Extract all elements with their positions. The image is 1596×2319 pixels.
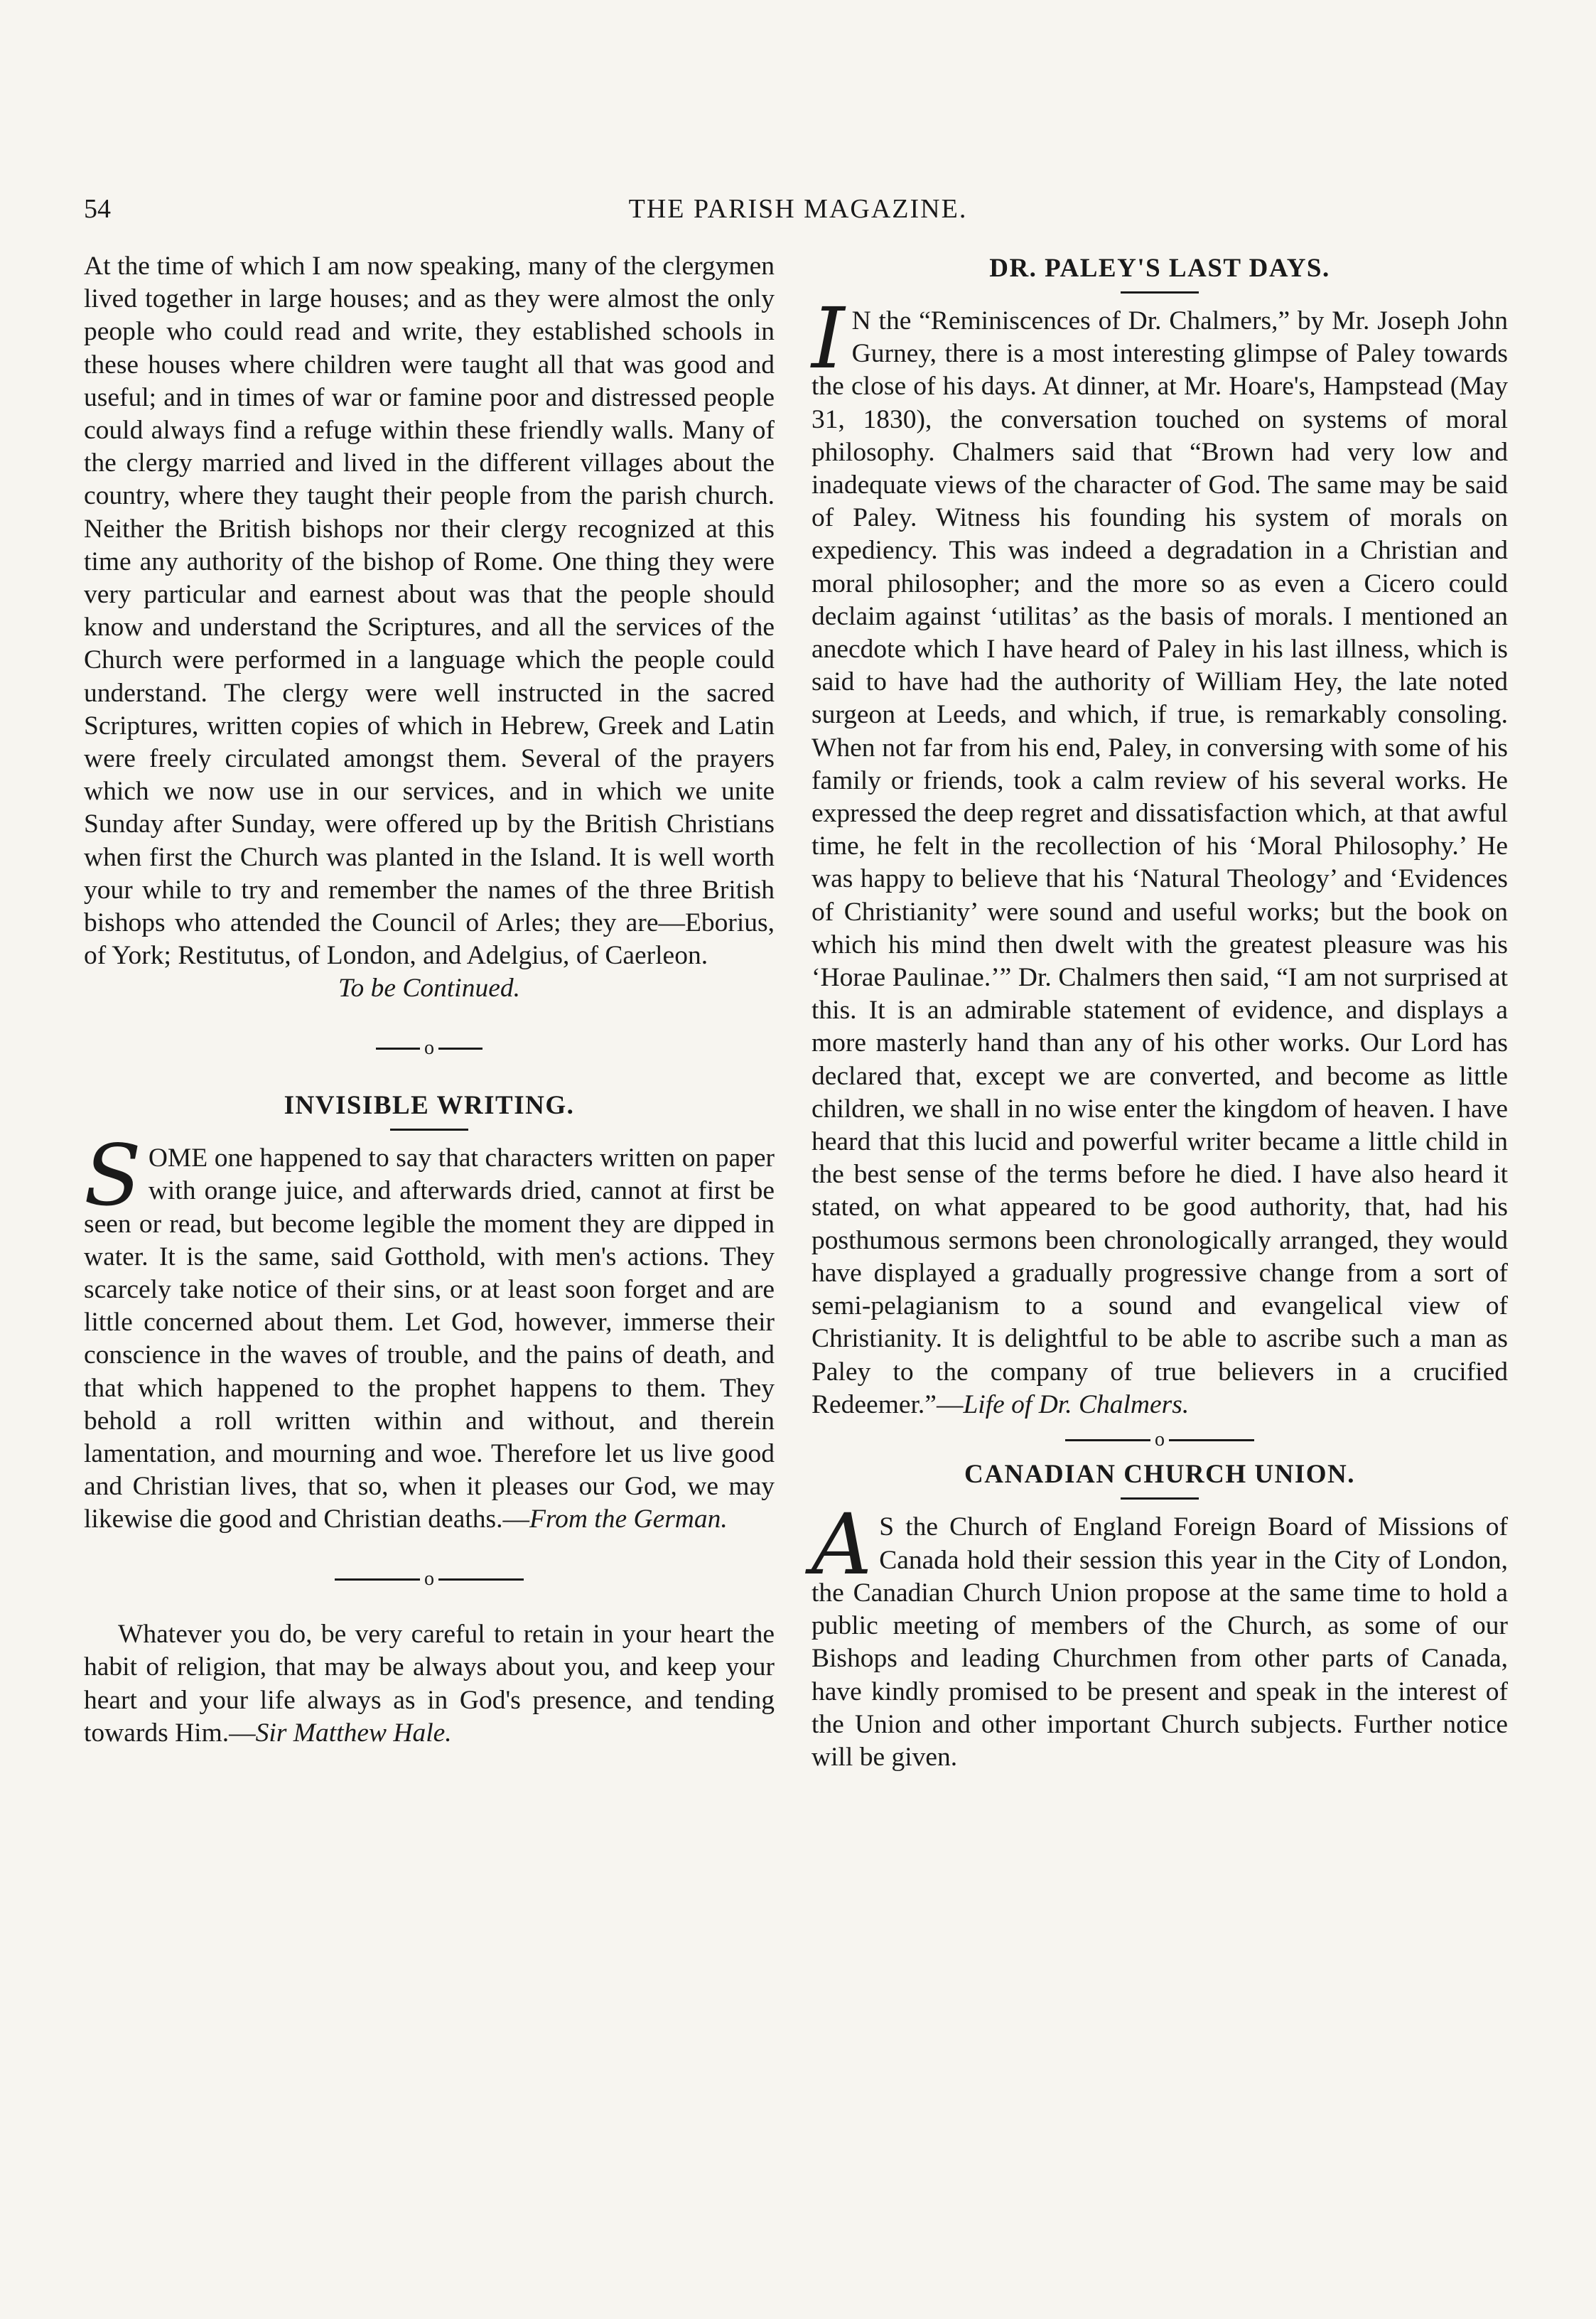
left-column xyxy=(84,250,775,1750)
canadian-text: S the Church of England Foreign Board of Missions of Canada hold their session this year in the City of London, the Canadian Church Union propose at the same time to hold a public meeting of members of the Church, as some of our Bishops and leading Churchmen from other parts of Canada, have kindly promised to be present and speak in the interest of the Union and other important Church subjects. Further notice will be given. xyxy=(812,1512,1508,1772)
section-divider: o xyxy=(84,1568,775,1591)
invisible-writing-title: INVISIBLE WRITING. xyxy=(284,1091,575,1121)
hale-quote-text: Whatever you do, be very careful to retain in your heart the habit of religion, that may be always about you, and keep your heart and your life always as in God's presence, and tending towards Him.— xyxy=(84,1620,775,1748)
paley-body xyxy=(812,289,1508,1421)
to-be-continued: To be Continued. xyxy=(338,974,520,1004)
dropcap: A xyxy=(812,1495,873,1594)
section-divider: o xyxy=(84,1037,775,1060)
page-number: 54 xyxy=(84,194,111,224)
invisible-writing-text: OME one happened to say that characters written on paper with orange juice, and afterwards dried, cannot at first be seen or read, but become legible the moment they are dipped in water. It is the same, said Gotthold, with men's actions. They scarcely take notice of their sins, or at least soon forget and are little concerned about them. Let God, however, immerse their conscience in the waves of trouble, and the pains of death, and that which happened to the prophet happens to them. They behold a roll written within and without, and therein lamentation, and mourning and woe. Therefore let us live good and Christian lives, that so, when it pleases our God, we may likewise die good and Christian deaths.— xyxy=(84,1144,775,1534)
title-rule xyxy=(1121,291,1199,294)
hale-quote xyxy=(84,1618,775,1750)
dropcap: I xyxy=(812,289,845,387)
canadian-body xyxy=(812,1495,1508,1774)
title-rule xyxy=(390,1129,468,1131)
paley-attribution: Life of Dr. Chalmers. xyxy=(963,1389,1190,1419)
canadian-title: CANADIAN CHURCH UNION. xyxy=(964,1460,1355,1490)
continued-article-text: At the time of which I am now speaking, many of the clergymen lived together in large houses; and as they were almost the only people who could read and write, they established schools in these houses where children were taught all that was good and useful; and in times of war or famine poor and distressed people could always find a refuge within these friendly walls. Many of the clergy married and lived in the different villages about the country, where they taught their people from the parish church. Neither the British bishops nor their clergy recognized at this time any authority of the bishop of Rome. One thing they were very particular and earnest about was that the people should know and understand the Scriptures, and all the services of the Church were performed in a language which the people could understand. The clergy were well instructed in the sacred Scriptures, written copies of which in Hebrew, Greek and Latin were freely circulated amongst them. Several of the prayers which we now use in our services, and in which we unite Sunday after Sunday, were offered up by the British Christians when first the Church was planted in the Island. It is well worth your while to try and remember the names of the three British bishops who attended the Council of Arles; they are—Eborius, of York; Restitutus, of London, and Adelgius, of Caerleon. xyxy=(84,252,775,971)
right-column xyxy=(812,250,1508,1774)
dropcap: S xyxy=(84,1126,141,1225)
title-rule xyxy=(1121,1497,1199,1500)
section-divider: o xyxy=(812,1428,1508,1451)
hale-quote-attribution: Sir Matthew Hale. xyxy=(255,1718,452,1748)
running-head: THE PARISH MAGAZINE. xyxy=(628,194,968,224)
paley-text: N the “Reminiscences of Dr. Chalmers,” by Mr. Joseph John Gurney, there is a most interesting glimpse of Paley towards the close of his days. At dinner, at Mr. Hoare's, Hampstead (May 31, 1830), the conversation touched on systems of moral philosophy. Chalmers said that “Brown had very low and inadequate views of the character of God. The same may be said of Paley. Witness his founding his system of morals on expediency. This was indeed a degradation in a Christian and moral philosopher; and the more so as even a Cicero could declaim against ‘utilitas’ as the basis of morals. I mentioned an anecdote which I have heard of Paley in his last illness, which is said to have had the authority of William Hey, the late noted surgeon at Leeds, and which, if true, is remarkably consoling. When not far from his end, Paley, in conversing with some of his family or friends, took a calm review of his several works. He expressed the deep regret and dissatisfaction which, at that awful time, he felt in the recollection of his ‘Moral Philosophy.’ He was happy to believe that his ‘Natural Theology’ and ‘Evidences of Christianity’ were sound and useful works; but the book on which his mind then dwelt with the greatest pleasure was his ‘Horae Paulinae.’” Dr. Chalmers then said, “I am not surprised at this. It is an admirable statement of evidence, and displays a more masterly hand than any of his other works. Our Lord has declared that, except we are converted, and become as little children, we shall in no wise enter the kingdom of heaven. I have heard that this lucid and powerful writer became a little child in the best sense of the terms before he died. I have also heard it stated, on what appeared to be good authority, that, had his posthumous sermons been chronologically arranged, they would have displayed a gradually progressive change from a sort of semi-pelagianism to a sound and evangelical view of Christianity. It is delightful to be able to ascribe such a man as Paley to the company of true believers in a crucified Redeemer.”— xyxy=(812,306,1508,1419)
invisible-writing-attribution: From the German. xyxy=(529,1505,728,1534)
paley-title: DR. PALEY'S LAST DAYS. xyxy=(989,254,1330,283)
invisible-writing-body xyxy=(84,1126,775,1536)
